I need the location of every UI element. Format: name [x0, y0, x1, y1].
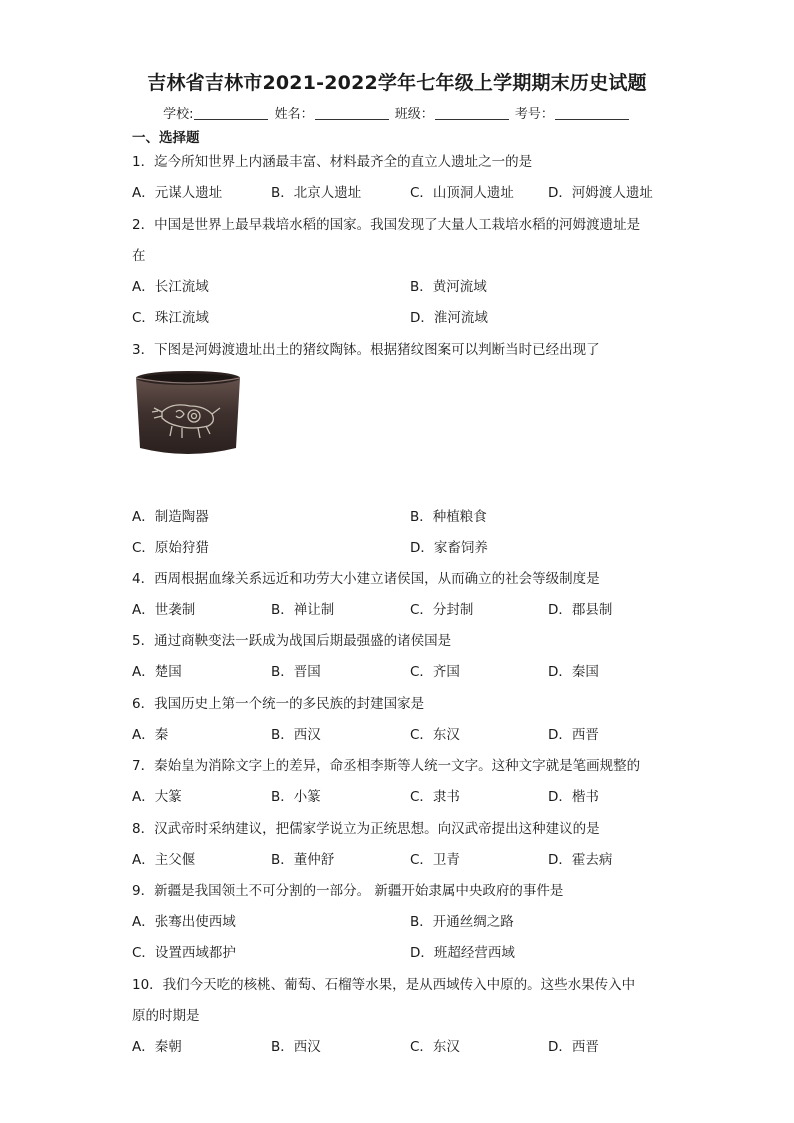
q4-option-b[interactable]: B．禅让制	[271, 602, 335, 618]
q9-option-c[interactable]: C．设置西域都护	[132, 945, 236, 961]
q8-option-d[interactable]: D．霍去病	[548, 852, 613, 868]
q3-option-b[interactable]: B．种植粮食	[410, 509, 487, 525]
q4-option-d[interactable]: D．郡县制	[548, 602, 613, 618]
q7-option-c[interactable]: C．隶书	[410, 789, 460, 805]
question-7-stem: 7．秦始皇为消除文字上的差异，命丞相李斯等人统一文字。这种文字就是笔画规整的	[132, 758, 641, 774]
question-4-stem: 4．西周根据血缘关系远近和功劳大小建立诸侯国，从而确立的社会等级制度是	[132, 571, 600, 587]
question-1-stem: 1．迄今所知世界上内涵最丰富、材料最齐全的直立人遗址之一的是	[132, 154, 533, 170]
q10-option-a[interactable]: A．秦朝	[132, 1039, 182, 1055]
exam-no-label: 考号：	[514, 107, 554, 122]
q5-option-b[interactable]: B．晋国	[271, 664, 321, 680]
q5-option-c[interactable]: C．齐国	[410, 664, 460, 680]
question-3-stem: 3．下图是河姆渡遗址出土的猪纹陶钵。根据猪纹图案可以判断当时已经出现了	[132, 342, 600, 358]
question-10-stem-cont: 原的时期是	[132, 1008, 200, 1024]
q10-option-c[interactable]: C．东汉	[410, 1039, 460, 1055]
pig-pattern-pottery-bowl-image	[132, 368, 244, 460]
question-5-stem: 5．通过商鞅变法一跃成为战国后期最强盛的诸侯国是	[132, 633, 452, 649]
q2-option-c[interactable]: C．珠江流域	[132, 310, 209, 326]
question-10-stem: 10．我们今天吃的核桃、葡萄、石榴等水果，是从西域传入中原的。这些水果传入中	[132, 977, 636, 993]
q6-option-b[interactable]: B．西汉	[271, 727, 321, 743]
q6-option-a[interactable]: A．秦	[132, 727, 169, 743]
q2-option-b[interactable]: B．黄河流域	[410, 279, 487, 295]
q4-option-c[interactable]: C．分封制	[410, 602, 474, 618]
q2-option-d[interactable]: D．淮河流域	[410, 310, 488, 326]
school-blank[interactable]	[194, 107, 268, 120]
q9-option-b[interactable]: B．开通丝绸之路	[410, 914, 514, 930]
page-title: 吉林省吉林市2021-2022学年七年级上学期期末历史试题	[147, 72, 647, 94]
question-2-stem-cont: 在	[132, 248, 146, 264]
q1-option-b[interactable]: B．北京人遗址	[271, 185, 362, 201]
q1-option-a[interactable]: A．元谋人遗址	[132, 185, 223, 201]
question-9-stem: 9．新疆是我国领土不可分割的一部分。 新疆开始隶属中央政府的事件是	[132, 883, 564, 899]
school-label: 学校:	[163, 107, 194, 122]
q8-option-b[interactable]: B．董仲舒	[271, 852, 335, 868]
q2-option-a[interactable]: A．长江流域	[132, 279, 209, 295]
exam-no-blank[interactable]	[555, 107, 629, 120]
q8-option-c[interactable]: C．卫青	[410, 852, 460, 868]
q1-option-c[interactable]: C．山顶洞人遗址	[410, 185, 514, 201]
class-blank[interactable]	[435, 107, 509, 120]
q5-option-d[interactable]: D．秦国	[548, 664, 599, 680]
class-label: 班级：	[394, 107, 434, 122]
q7-option-b[interactable]: B．小篆	[271, 789, 321, 805]
q10-option-d[interactable]: D．西晋	[548, 1039, 599, 1055]
question-6-stem: 6．我国历史上第一个统一的多民族的封建国家是	[132, 696, 425, 712]
q3-option-d[interactable]: D．家畜饲养	[410, 540, 488, 556]
q9-option-a[interactable]: A．张骞出使西域	[132, 914, 236, 930]
question-2-stem: 2．中国是世界上最早栽培水稻的国家。我国发现了大量人工栽培水稻的河姆渡遗址是	[132, 217, 641, 233]
q1-option-d[interactable]: D．河姆渡人遗址	[548, 185, 653, 201]
q7-option-d[interactable]: D．楷书	[548, 789, 599, 805]
q6-option-c[interactable]: C．东汉	[410, 727, 460, 743]
q3-option-a[interactable]: A．制造陶器	[132, 509, 209, 525]
q7-option-a[interactable]: A．大篆	[132, 789, 182, 805]
q5-option-a[interactable]: A．楚国	[132, 664, 182, 680]
q6-option-d[interactable]: D．西晋	[548, 727, 599, 743]
q3-option-c[interactable]: C．原始狩猎	[132, 540, 209, 556]
question-8-stem: 8．汉武帝时采纳建议，把儒家学说立为正统思想。向汉武帝提出这种建议的是	[132, 821, 600, 837]
q9-option-d[interactable]: D．班超经营西域	[410, 945, 515, 961]
section-heading: 一、选择题	[132, 130, 200, 146]
name-label: 姓名：	[274, 107, 314, 122]
q4-option-a[interactable]: A．世袭制	[132, 602, 196, 618]
q8-option-a[interactable]: A．主父偃	[132, 852, 196, 868]
name-blank[interactable]	[315, 107, 389, 120]
student-info-line	[0, 103, 794, 122]
q10-option-b[interactable]: B．西汉	[271, 1039, 321, 1055]
